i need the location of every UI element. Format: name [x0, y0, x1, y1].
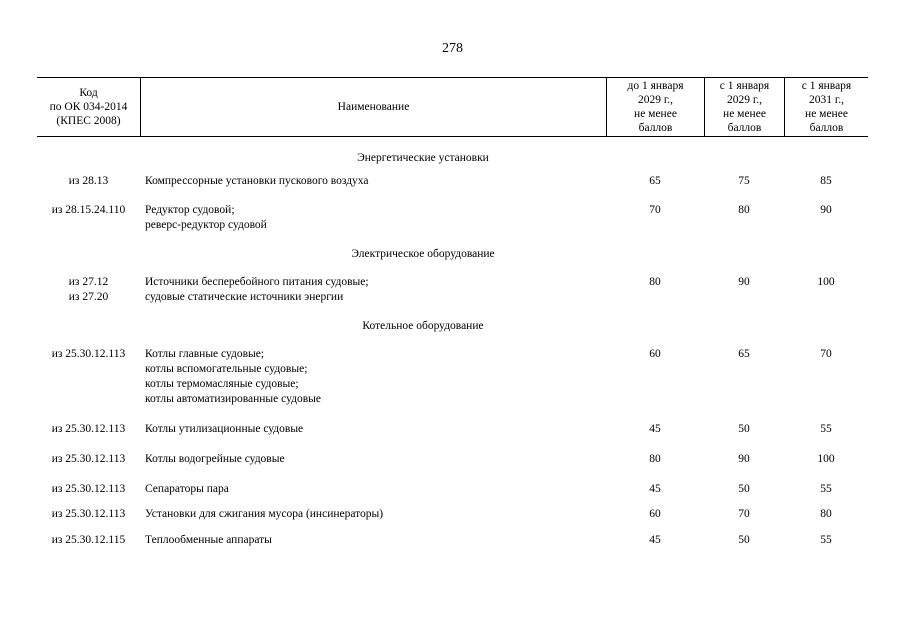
row-code: из 25.30.12.113: [51, 453, 126, 465]
row-name: Компрессорные установки пускового воздуха: [145, 175, 369, 187]
row-code: из 25.30.12.115: [51, 534, 126, 546]
row-value-1: 80: [649, 276, 661, 288]
header-bottom-rule: [37, 136, 868, 137]
row-name: Сепараторы пара: [145, 483, 229, 495]
row-value-2: 75: [738, 175, 750, 187]
row-code: из 25.30.12.113: [51, 348, 126, 360]
row-value-1: 60: [649, 348, 661, 360]
row-name: Котлы утилизационные судовые: [145, 423, 304, 435]
row-value-3: 55: [820, 423, 832, 435]
row-value-1: 45: [649, 534, 661, 546]
row-value-2: 80: [738, 204, 750, 216]
row-value-3: 55: [820, 534, 832, 546]
row-value-2: 50: [738, 483, 750, 495]
row-name: Котлы главные судовые; котлы вспомогательные судовые; котлы термомасляные судовые; котлы автоматизированные судовые: [145, 348, 321, 405]
row-name: Установки для сжигания мусора (инсинераторы): [145, 508, 384, 520]
row-name: Котлы водогрейные судовые: [145, 453, 285, 465]
row-value-2: 50: [738, 534, 750, 546]
row-value-2: 65: [738, 348, 750, 360]
header-col-before-2029: до 1 января 2029 г., не менее баллов: [627, 79, 684, 134]
row-value-1: 60: [649, 508, 661, 520]
row-value-3: 100: [817, 453, 835, 465]
row-value-2: 90: [738, 453, 750, 465]
row-code: из 28.15.24.110: [51, 204, 126, 216]
row-code: из 28.13: [68, 175, 109, 187]
row-code: из 25.30.12.113: [51, 423, 126, 435]
row-value-1: 65: [649, 175, 661, 187]
section-title: Котельное оборудование: [362, 320, 484, 332]
row-name: Редуктор судовой; реверс-редуктор судовой: [145, 204, 267, 231]
row-value-1: 45: [649, 423, 661, 435]
row-name: Теплообменные аппараты: [145, 534, 272, 546]
row-value-3: 80: [820, 508, 832, 520]
row-code: из 25.30.12.113: [51, 508, 126, 520]
header-col-from-2031: с 1 января 2031 г., не менее баллов: [801, 79, 852, 134]
row-value-3: 55: [820, 483, 832, 495]
row-value-1: 80: [649, 453, 661, 465]
row-value-1: 70: [649, 204, 661, 216]
row-value-3: 85: [820, 175, 832, 187]
row-value-3: 70: [820, 348, 832, 360]
row-code: из 25.30.12.113: [51, 483, 126, 495]
section-title: Энергетические установки: [357, 152, 489, 164]
header-code: Код по ОК 034-2014 (КПЕС 2008): [49, 86, 128, 127]
header-name: Наименование: [337, 100, 410, 113]
row-value-2: 90: [738, 276, 750, 288]
page-number: 278: [442, 41, 463, 56]
row-value-3: 90: [820, 204, 832, 216]
header-col-from-2029: с 1 января 2029 г., не менее баллов: [719, 79, 770, 134]
row-value-3: 100: [817, 276, 835, 288]
section-title: Электрическое оборудование: [351, 248, 495, 260]
row-value-1: 45: [649, 483, 661, 495]
row-name: Источники бесперебойного питания судовые; судовые статические источники энергии: [145, 276, 369, 303]
row-value-2: 50: [738, 423, 750, 435]
row-code: из 27.12 из 27.20: [68, 276, 109, 303]
row-value-2: 70: [738, 508, 750, 520]
